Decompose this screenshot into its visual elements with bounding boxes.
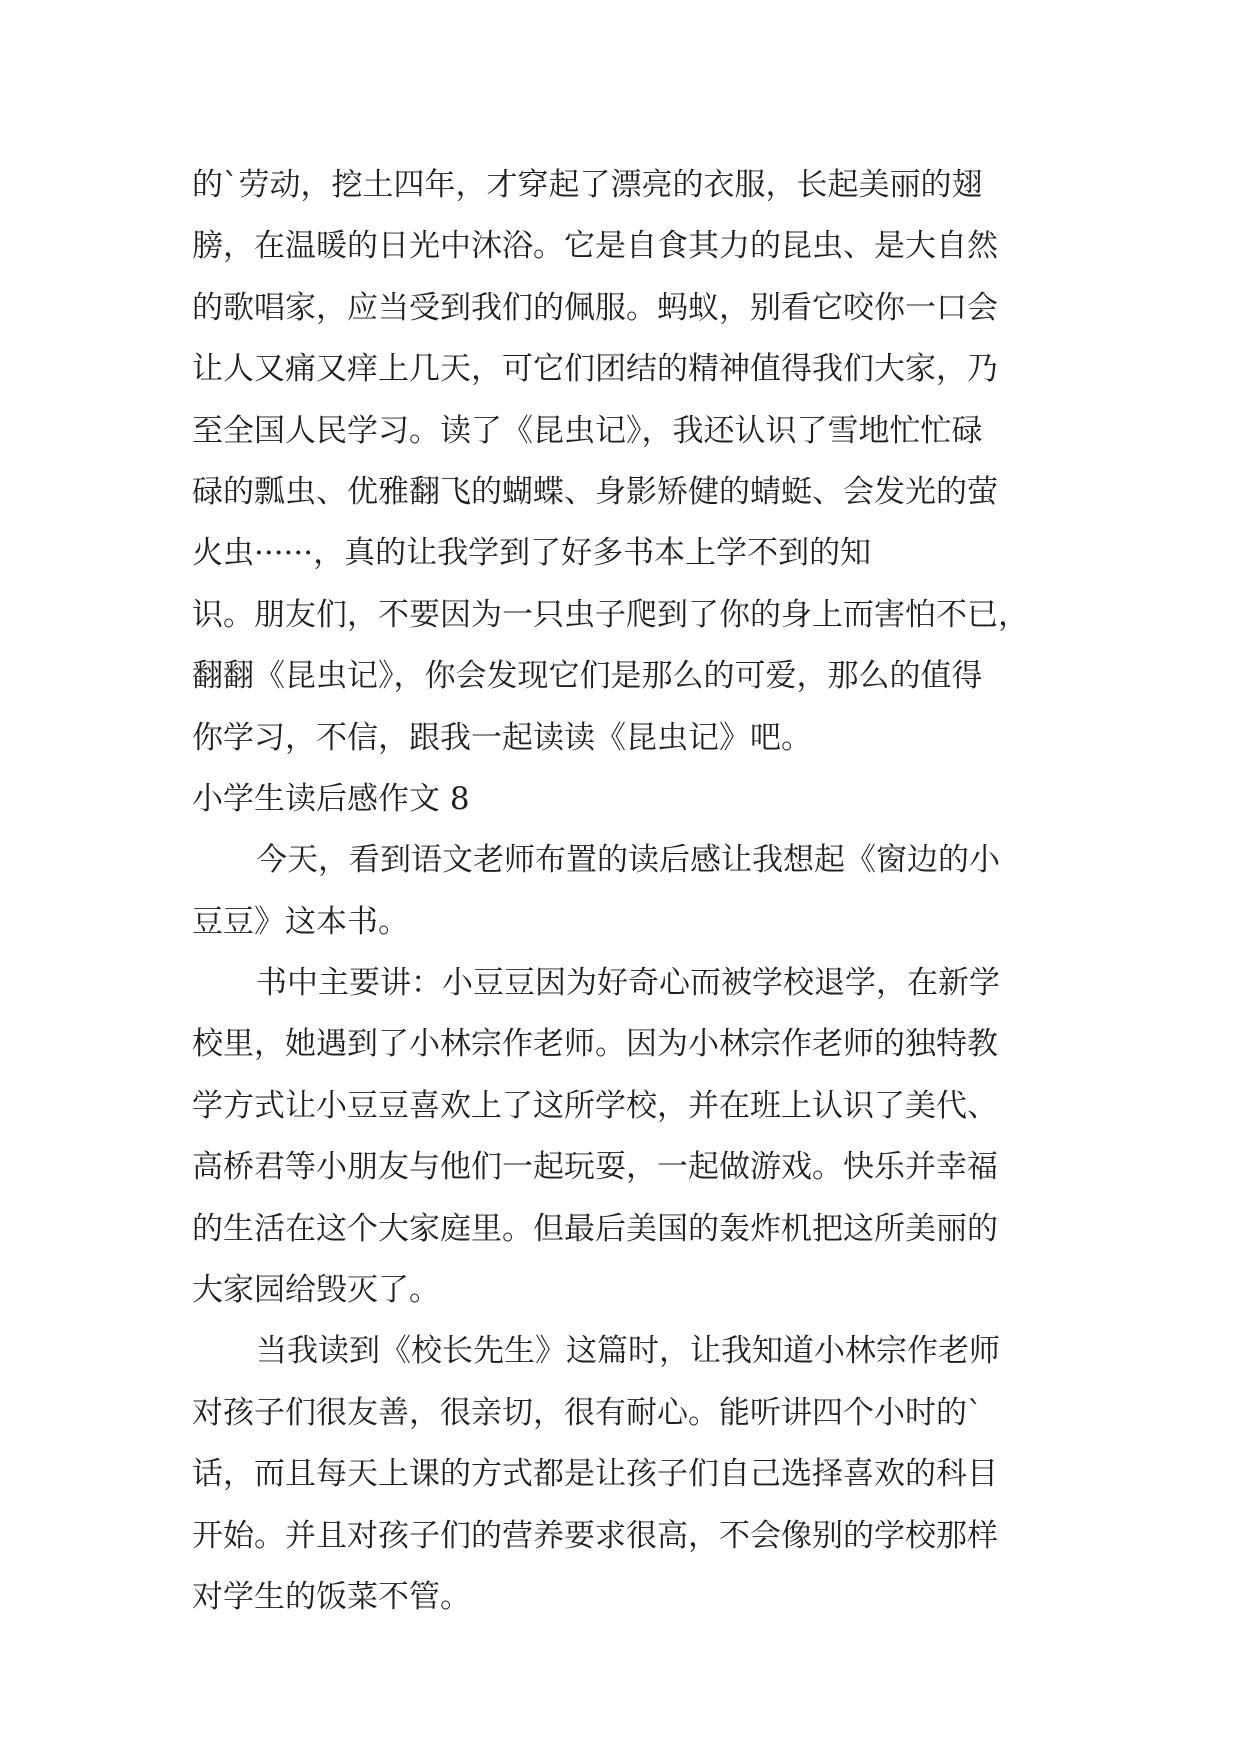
text-line: 今天，看到语文老师布置的读后感让我想起《窗边的小 [256, 842, 1000, 879]
text-line: 识。朋友们，不要因为一只虫子爬到了你的身上而害怕不已， [192, 596, 1029, 633]
text-line: 你学习，不信，跟我一起读读《昆虫记》吧。 [192, 719, 812, 756]
text-line: 大家园给毁灭了。 [192, 1272, 440, 1309]
essay-8-title: 小学生读后感作文 8 [192, 780, 470, 817]
text-line: 膀，在温暖的日光中沐浴。它是自食其力的昆虫、是大自然 [192, 228, 998, 265]
text-line: 书中主要讲：小豆豆因为好奇心而被学校退学，在新学 [256, 965, 1000, 1002]
essay-7-continuation [192, 155, 1050, 769]
text-line: 学方式让小豆豆喜欢上了这所学校，并在班上认识了美代、 [192, 1087, 998, 1124]
text-line: 话，而且每天上课的方式都是让孩子们自己选择喜欢的科目 [192, 1456, 998, 1493]
text-line: 校里，她遇到了小林宗作老师。因为小林宗作老师的独特教 [192, 1026, 998, 1063]
essay-8-paragraph-1 [192, 830, 1050, 953]
text-line: 对学生的饭菜不管。 [192, 1578, 471, 1615]
text-line: 对孩子们很友善，很亲切，很有耐心。能听讲四个小时的` [192, 1394, 983, 1431]
text-line: 高桥君等小朋友与他们一起玩耍，一起做游戏。快乐并幸福 [192, 1149, 998, 1186]
essay-8-paragraph-2 [192, 953, 1050, 1321]
text-line: 让人又痛又痒上几天，可它们团结的精神值得我们大家，乃 [192, 351, 998, 388]
text-line: 当我读到《校长先生》这篇时，让我知道小林宗作老师 [256, 1333, 1000, 1370]
text-line: 的生活在这个大家庭里。但最后美国的轰炸机把这所美丽的 [192, 1210, 998, 1247]
text-line: 火虫······，真的让我学到了好多书本上学不到的知 [192, 535, 872, 572]
text-line: 的歌唱家，应当受到我们的佩服。蚂蚁，别看它咬你一口会 [192, 289, 998, 326]
text-line: 翻翻《昆虫记》，你会发现它们是那么的可爱，那么的值得 [192, 658, 983, 695]
text-line: 豆豆》这本书。 [192, 903, 409, 940]
document-body [192, 155, 1050, 1628]
text-line: 的`劳动，挖土四年，才穿起了漂亮的衣服，长起美丽的翅 [192, 167, 983, 203]
text-line: 开始。并且对孩子们的营养要求很高，不会像别的学校那样 [192, 1517, 998, 1554]
text-line: 至全国人民学习。读了《昆虫记》，我还认识了雪地忙忙碌 [192, 412, 983, 449]
text-line: 碌的瓢虫、优雅翻飞的蝴蝶、身影矫健的蜻蜓、会发光的萤 [192, 473, 998, 510]
essay-8-paragraph-3 [192, 1321, 1050, 1628]
